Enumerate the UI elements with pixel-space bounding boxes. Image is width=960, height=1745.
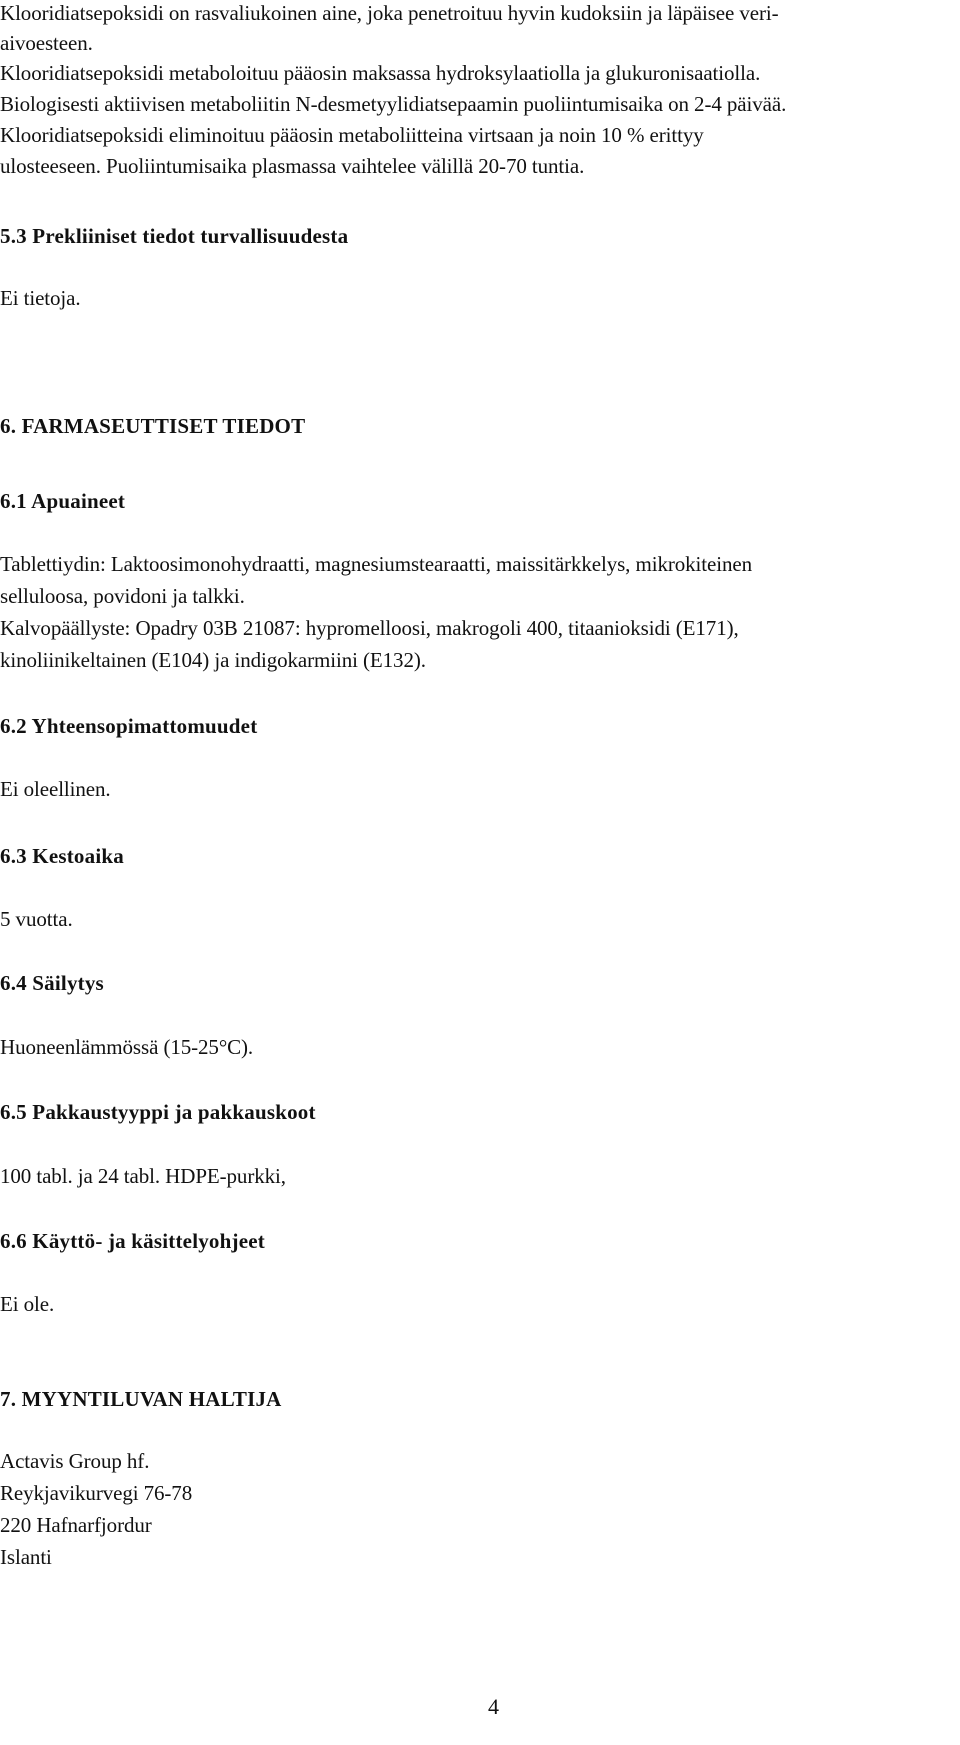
section-heading-6: 6. FARMASEUTTISET TIEDOT bbox=[0, 414, 306, 438]
body-text-line: Biologisesti aktiivisen metaboliitin N-desmetyylidiatsepaamin puoliintumisaika on 2-4 päivää. bbox=[0, 92, 787, 116]
body-text-line: Klooridiatsepoksidi metaboloituu pääosin maksassa hydroksylaatiolla ja glukuronisaatiolla. bbox=[0, 61, 761, 85]
section-heading-5-3: 5.3 Prekliiniset tiedot turvallisuudesta bbox=[0, 224, 349, 248]
section-heading-7: 7. MYYNTILUVAN HALTIJA bbox=[0, 1387, 282, 1411]
section-text-6-5: 100 tabl. ja 24 tabl. HDPE-purkki, bbox=[0, 1164, 286, 1188]
section-heading-6-2: 6.2 Yhteensopimattomuudet bbox=[0, 714, 258, 738]
section-heading-6-1: 6.1 Apuaineet bbox=[0, 489, 126, 513]
section-text-6-4: Huoneenlämmössä (15-25°C). bbox=[0, 1035, 254, 1059]
section-text-5-3: Ei tietoja. bbox=[0, 286, 81, 310]
page-number: 4 bbox=[488, 1694, 499, 1719]
body-text-line: ulosteeseen. Puoliintumisaika plasmassa vaihtelee välillä 20-70 tuntia. bbox=[0, 154, 585, 178]
address-line: Islanti bbox=[0, 1545, 52, 1569]
body-text-line: Tablettiydin: Laktoosimonohydraatti, magnesiumstearaatti, maissitärkkelys, mikrokiteinen bbox=[0, 552, 752, 576]
body-text-line: Kalvopäällyste: Opadry 03B 21087: hypromelloosi, makrogoli 400, titaanioksidi (E171), bbox=[0, 616, 739, 640]
body-text-line: Klooridiatsepoksidi eliminoituu pääosin metaboliitteina virtsaan ja noin 10 % erittyy bbox=[0, 123, 704, 147]
body-text-line: selluloosa, povidoni ja talkki. bbox=[0, 584, 245, 608]
section-text-6-2: Ei oleellinen. bbox=[0, 777, 111, 801]
address-line: Reykjavikurvegi 76-78 bbox=[0, 1481, 193, 1505]
section-text-6-3: 5 vuotta. bbox=[0, 907, 73, 931]
section-heading-6-4: 6.4 Säilytys bbox=[0, 971, 104, 995]
address-line: Actavis Group hf. bbox=[0, 1449, 150, 1473]
section-text-6-6: Ei ole. bbox=[0, 1292, 55, 1316]
body-text-line: kinoliinikeltainen (E104) ja indigokarmiini (E132). bbox=[0, 648, 426, 672]
section-heading-6-3: 6.3 Kestoaika bbox=[0, 844, 124, 868]
body-text-line: aivoesteen. bbox=[0, 31, 93, 55]
section-heading-6-5: 6.5 Pakkaustyyppi ja pakkauskoot bbox=[0, 1100, 316, 1124]
body-text-line: Klooridiatsepoksidi on rasvaliukoinen aine, joka penetroituu hyvin kudoksiin ja läpäisee veri- bbox=[0, 1, 779, 25]
address-line: 220 Hafnarfjordur bbox=[0, 1513, 152, 1537]
section-heading-6-6: 6.6 Käyttö- ja käsittelyohjeet bbox=[0, 1229, 265, 1253]
